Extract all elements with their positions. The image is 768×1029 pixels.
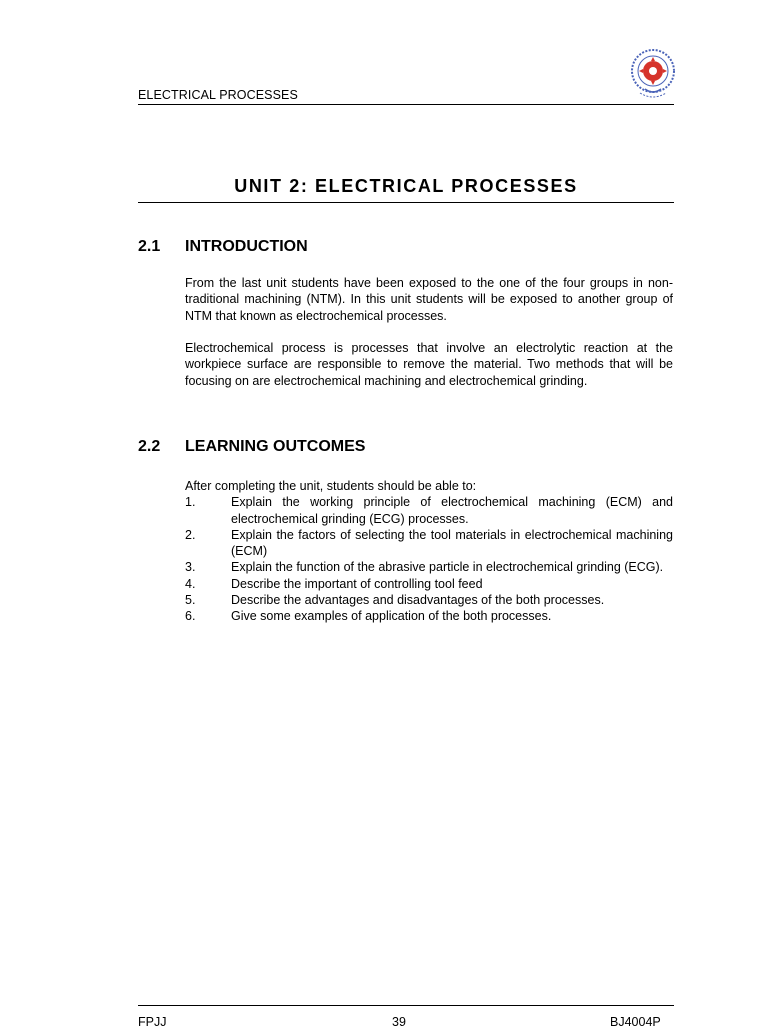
footer-rule [138,1005,674,1006]
list-item-number: 4. [185,576,196,591]
section-heading-introduction [138,238,308,256]
title-rule [138,202,674,203]
list-item-number: 6. [185,609,196,624]
section-title: INTRODUCTION [185,238,308,255]
list-item-number: 5. [185,593,196,608]
section-title: LEARNING OUTCOMES [185,438,366,455]
list-item [185,527,673,560]
list-item [185,592,673,608]
section-heading-learning-outcomes [138,438,365,456]
list-item-text: Describe the advantages and disadvantages of the both processes. [231,593,605,608]
header-rule [138,104,674,105]
list-item-number: 1. [185,495,196,510]
list-item-text: Explain the function of the abrasive particle in electrochemical grinding (ECG). [231,560,664,575]
list-item-number: 3. [185,560,196,575]
section-number: 2.2 [138,438,161,455]
list-item-text: Explain the working principle of electrochemical machining (ECM) and electrochemical grinding (ECG) processes. [231,495,673,526]
list-item-text: Describe the important of controlling tool feed [231,576,483,591]
list-item [185,608,673,624]
list-item [185,576,673,592]
footer-institution: FPJJ [138,1015,167,1029]
page-number: 39 [392,1015,406,1029]
list-item-number: 2. [185,527,196,542]
running-header: ELECTRICAL PROCESSES [138,88,298,102]
footer-course-code: BJ4004P [610,1015,661,1029]
list-item [185,559,673,575]
unit-title: UNIT 2: ELECTRICAL PROCESSES [234,176,578,196]
outcomes-intro: After completing the unit, students should be able to: [185,479,477,493]
list-item [185,494,673,527]
university-seal-icon [628,45,678,101]
intro-paragraph-2: Electrochemical process is processes that involve an electrolytic reaction at the workpiece surface are responsible to remove the material. Two methods that will be focusing on are electrochemical machining and electrochemical grinding. [185,341,673,388]
list-item-text: Explain the factors of selecting the tool materials in electrochemical machining (ECM) [231,527,673,559]
intro-paragraph-1: From the last unit students have been exposed to the one of the four groups in non-traditional machining (NTM). In this unit students will be exposed to another group of NTM that known as electrochemical processes. [185,276,673,323]
learning-outcomes-list [185,478,673,625]
section-number: 2.1 [138,238,161,255]
list-item-text: Give some examples of application of the both processes. [231,609,552,624]
